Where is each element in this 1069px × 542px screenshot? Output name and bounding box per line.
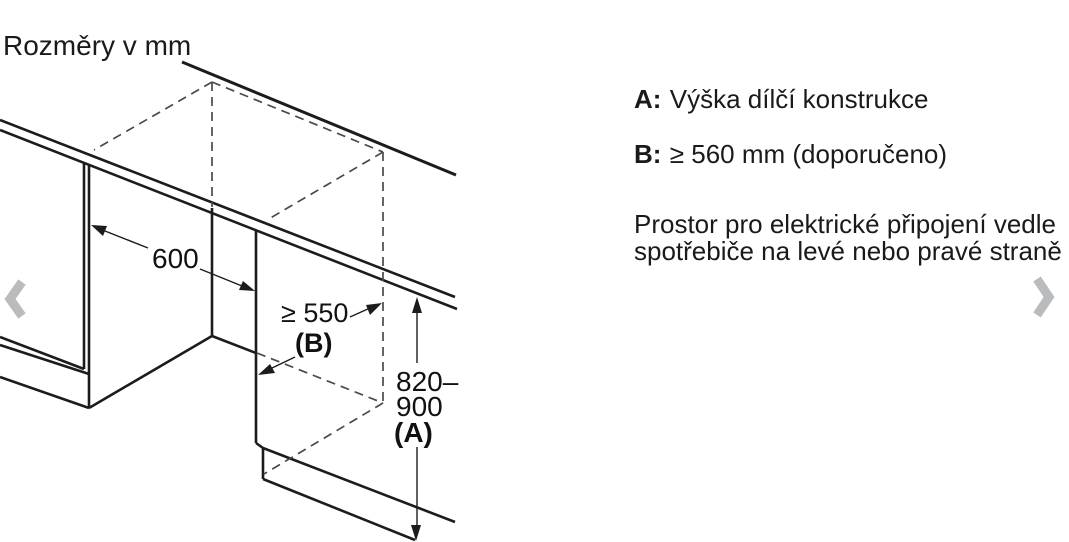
arrowhead bbox=[239, 281, 255, 291]
dim-depth-label: ≥ 550 bbox=[281, 298, 349, 328]
arrowhead bbox=[366, 303, 382, 315]
legend-item-b bbox=[634, 140, 947, 168]
carousel-next-button[interactable] bbox=[1024, 270, 1058, 322]
dim-height-key: (A) bbox=[394, 417, 433, 448]
carousel-prev-button[interactable] bbox=[0, 274, 34, 326]
chevron-right-icon bbox=[1024, 270, 1058, 322]
dimension-depth-550-b bbox=[258, 298, 382, 375]
legend-item-a bbox=[634, 85, 928, 113]
arrowhead bbox=[258, 364, 275, 375]
dim-depth-key: (B) bbox=[295, 328, 333, 358]
arrowhead bbox=[91, 225, 107, 236]
chevron-left-icon bbox=[0, 274, 34, 326]
legend-item-a-key: A: bbox=[634, 84, 662, 114]
dim-height-line2: 900 bbox=[396, 391, 443, 422]
niche-opening-lines bbox=[212, 208, 256, 443]
dim-height-line1: 820– bbox=[396, 366, 459, 397]
dimension-height-820-900-a bbox=[394, 297, 459, 541]
countertop-lines bbox=[0, 62, 457, 309]
legend-item-b-key: B: bbox=[634, 139, 662, 169]
plinth-floor-lines bbox=[256, 443, 455, 540]
niche-dashed-box bbox=[94, 82, 383, 474]
legend-item-a-text: Výška dílčí konstrukce bbox=[669, 84, 929, 114]
arrowhead bbox=[412, 297, 422, 313]
dimension-width-600 bbox=[91, 225, 255, 291]
legend-note: Prostor pro elektrické připojení vedle spotřebiče na levé nebo pravé straně bbox=[634, 209, 1062, 266]
legend-item-b-text: ≥ 560 mm (doporučeno) bbox=[669, 139, 948, 169]
page-title: Rozměry v mm bbox=[3, 30, 192, 61]
dim-width-label: 600 bbox=[152, 243, 199, 274]
